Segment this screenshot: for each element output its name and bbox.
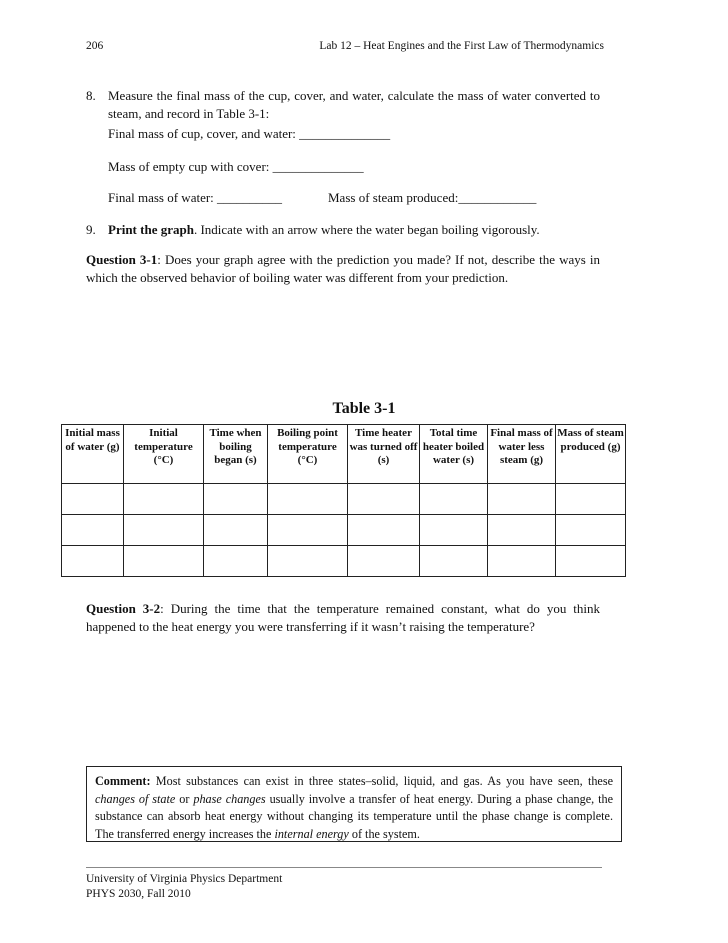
question-3-2 bbox=[86, 600, 600, 636]
col-boiling-point: Boiling point temperature (°C) bbox=[268, 425, 348, 484]
table-cell[interactable] bbox=[62, 484, 124, 515]
col-total-time: Total time heater boiled water (s) bbox=[420, 425, 488, 484]
step-8-text: Measure the final mass of the cup, cover, and water, calculate the mass of water converted to steam, and record in Table 3-1: bbox=[108, 88, 600, 121]
field-empty-cup: Mass of empty cup with cover: ______________ bbox=[108, 159, 364, 174]
col-initial-temperature: Initial temperature (°C) bbox=[124, 425, 204, 484]
table-cell[interactable] bbox=[348, 515, 420, 546]
field-steam-produced: Mass of steam produced:____________ bbox=[328, 190, 537, 205]
table-cell[interactable] bbox=[124, 546, 204, 577]
table-cell[interactable] bbox=[556, 546, 626, 577]
table-title: Table 3-1 bbox=[332, 400, 396, 417]
table-cell[interactable] bbox=[556, 515, 626, 546]
comment-label: Comment: bbox=[95, 774, 151, 788]
comment-italic-term: internal energy bbox=[274, 826, 349, 841]
step-8-number: 8. bbox=[86, 88, 96, 103]
page-number: 206 bbox=[86, 40, 104, 52]
field-cup-cover-water: Final mass of cup, cover, and water: ______________ bbox=[108, 126, 391, 141]
table-cell[interactable] bbox=[124, 515, 204, 546]
comment-text: of the system. bbox=[348, 826, 420, 841]
comment-box bbox=[86, 766, 622, 842]
table-cell[interactable] bbox=[204, 484, 268, 515]
col-initial-mass: Initial mass of water (g) bbox=[62, 425, 124, 484]
running-title: Lab 12 – Heat Engines and the First Law of Thermodynamics bbox=[319, 40, 604, 52]
table-cell[interactable] bbox=[268, 515, 348, 546]
col-time-boiling-began: Time when boiling began (s) bbox=[204, 425, 268, 484]
comment-text: or bbox=[175, 791, 194, 806]
table-row bbox=[62, 484, 626, 515]
comment-italic-term: phase changes bbox=[193, 791, 266, 806]
table-cell[interactable] bbox=[268, 546, 348, 577]
table-row bbox=[62, 515, 626, 546]
question-3-1-text: : Does your graph agree with the prediction you made? If not, describe the ways in which the observed behavior of boiling water was different from your prediction. bbox=[86, 252, 600, 285]
step-9-bold: Print the graph bbox=[108, 222, 194, 237]
table-cell[interactable] bbox=[124, 484, 204, 515]
table-cell[interactable] bbox=[348, 546, 420, 577]
table-cell[interactable] bbox=[62, 515, 124, 546]
table-cell[interactable] bbox=[488, 515, 556, 546]
table-cell[interactable] bbox=[62, 546, 124, 577]
question-3-2-label: Question 3-2 bbox=[86, 601, 161, 616]
comment-italic-term: changes of state bbox=[95, 791, 176, 806]
table-cell[interactable] bbox=[204, 515, 268, 546]
table-cell[interactable] bbox=[420, 515, 488, 546]
table-cell[interactable] bbox=[268, 484, 348, 515]
step-9-text: . Indicate with an arrow where the water began boiling vigorously. bbox=[193, 222, 540, 237]
step-8 bbox=[86, 87, 600, 123]
page-footer bbox=[86, 872, 282, 902]
question-3-1-label: Question 3-1 bbox=[86, 252, 158, 267]
table-row bbox=[62, 546, 626, 577]
question-3-2-text: : During the time that the temperature remained constant, what do you think happened to the heat energy you were transferring if it wasn’t raising the temperature? bbox=[86, 601, 601, 634]
col-final-mass: Final mass of water less steam (g) bbox=[488, 425, 556, 484]
question-3-1 bbox=[86, 251, 600, 287]
comment-text: usually involve a transfer of heat energy. During a phase change, the substance can absorb heat energy without changing its temperature until the phase change is complete. The transferred energy increases the bbox=[95, 791, 614, 841]
table-3-1 bbox=[61, 424, 626, 577]
table-cell[interactable] bbox=[488, 484, 556, 515]
field-final-water: Final mass of water: __________ bbox=[108, 190, 283, 205]
footer-course: PHYS 2030, Fall 2010 bbox=[86, 888, 191, 900]
step-9 bbox=[86, 221, 600, 239]
table-cell[interactable] bbox=[204, 546, 268, 577]
col-steam-mass: Mass of steam produced (g) bbox=[556, 425, 626, 484]
table-cell[interactable] bbox=[488, 546, 556, 577]
footer-divider bbox=[86, 867, 602, 868]
table-cell[interactable] bbox=[348, 484, 420, 515]
footer-institution: University of Virginia Physics Department bbox=[86, 873, 283, 885]
col-time-heater-off: Time heater was turned off (s) bbox=[348, 425, 420, 484]
step-9-number: 9. bbox=[86, 222, 96, 237]
table-cell[interactable] bbox=[420, 484, 488, 515]
comment-text: Most substances can exist in three states–solid, liquid, and gas. As you have seen, these bbox=[150, 774, 613, 788]
table-header-row bbox=[62, 425, 626, 484]
table-cell[interactable] bbox=[420, 546, 488, 577]
table-cell[interactable] bbox=[556, 484, 626, 515]
